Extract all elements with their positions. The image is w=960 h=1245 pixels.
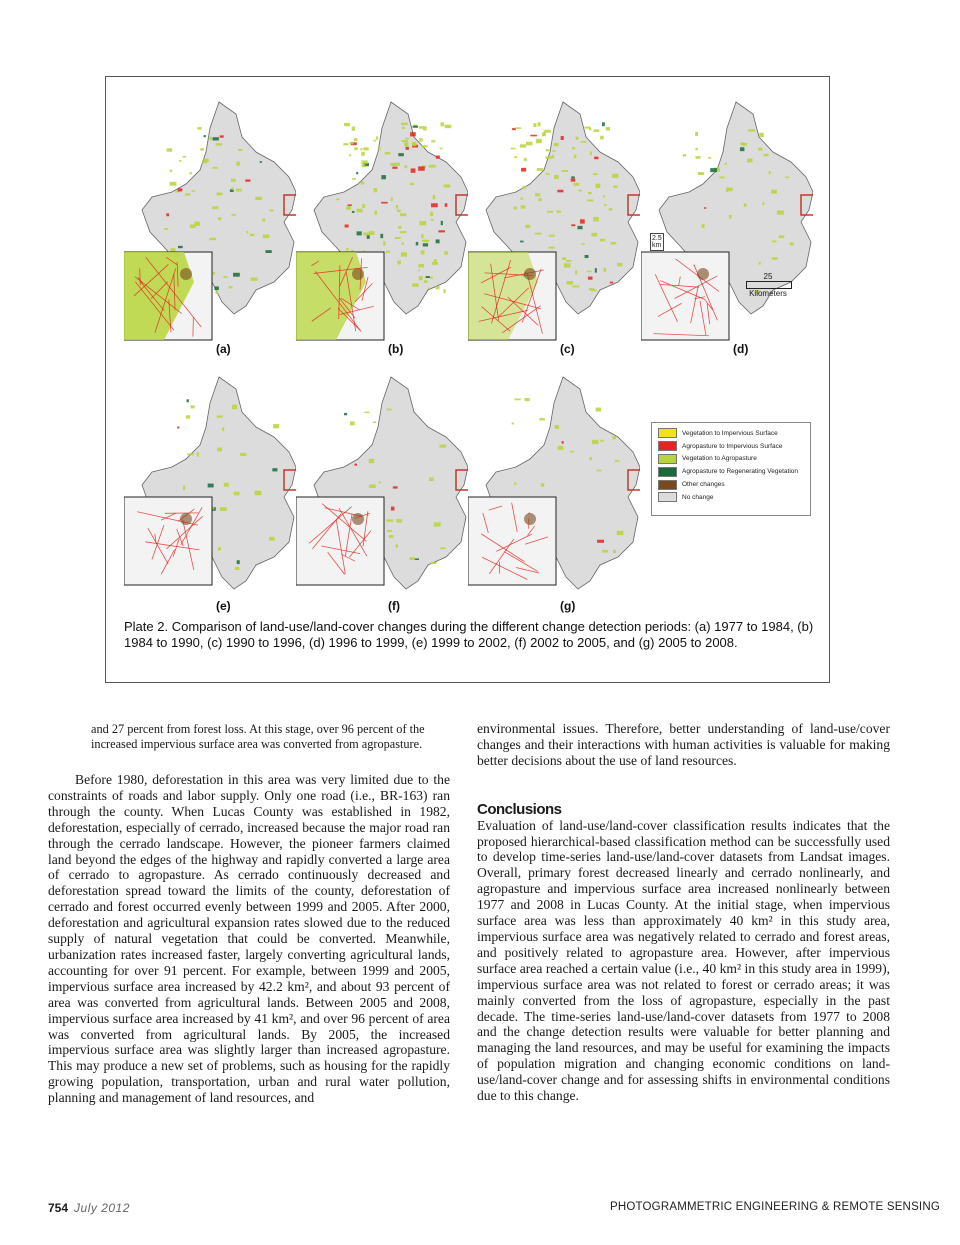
legend-label: Agropasture to Impervious Surface bbox=[682, 442, 783, 450]
page-footer-left bbox=[48, 1201, 130, 1215]
journal-name: PHOTOGRAMMETRIC ENGINEERING & REMOTE SENSING bbox=[610, 1201, 940, 1213]
legend-row bbox=[658, 465, 804, 478]
panel-label: (e) bbox=[216, 599, 231, 613]
paragraph: environmental issues. Therefore, better understanding of land-use/cover changes and their interactions with human activities is valuable for making better decisions about the use of land resources. bbox=[477, 721, 890, 768]
map-panel bbox=[468, 92, 640, 356]
continued-quote: and 27 percent from forest loss. At this stage, over 96 percent of the increased impervious surface area was converted from agropasture. bbox=[91, 722, 425, 751]
map-panel bbox=[468, 367, 640, 627]
scale-bar bbox=[743, 272, 793, 298]
map-panel bbox=[641, 92, 813, 356]
left-column bbox=[48, 772, 450, 1106]
scale-line bbox=[746, 281, 792, 289]
county-map bbox=[296, 92, 468, 342]
panel-label: (f) bbox=[388, 599, 400, 613]
map-panel bbox=[296, 367, 468, 627]
inset-map bbox=[124, 252, 212, 340]
legend-label: Agropasture to Regenerating Vegetation bbox=[682, 468, 799, 476]
legend-row bbox=[658, 453, 804, 466]
inset-map bbox=[641, 252, 729, 340]
plate-figure bbox=[105, 76, 830, 683]
legend-label: Other changes bbox=[682, 481, 725, 489]
legend-swatch bbox=[658, 454, 677, 464]
panel-label: (d) bbox=[733, 342, 749, 356]
map-panel bbox=[124, 92, 296, 356]
county-map bbox=[296, 367, 468, 617]
legend-swatch bbox=[658, 441, 677, 451]
inset-map bbox=[468, 497, 556, 585]
inset-map bbox=[124, 497, 212, 585]
section-heading: Conclusions bbox=[477, 800, 562, 818]
county-map bbox=[468, 367, 640, 617]
legend-swatch bbox=[658, 428, 677, 438]
paragraph: Before 1980, deforestation in this area was very limited due to the constraints of roads and labor supply. Only one road (i.e., BR-163) ran through the county. When Lucas County was established in 1982, deforestation, especially of cerrado, increased because the major road ran through the cerrado landscape. However, the pioneer farmers claimed land beyond the edges of the highway and rapidly converted a large area of cerrado to agropasture. As cerrado continuously decreased and deforestation spread toward the limits of the county, deforestation of cerrado and forest occurred evenly between 1999 and 2005. After 2000, deforestation and agricultural expansion rates slowed due to the reduced supply of natural vegetation that could be converted. Meanwhile, urbanization rates increased faster, largely converting agricultural lands, accounting for over 91 percent. For example, between 1999 and 2005, impervious surface area increased by 42.2 km², and about 93 percent of area was converted from agricultural lands. Between 2005 and 2008, impervious surface area increased by 41 km², and over 96 percent of area was converted from agricultural lands. By 2005, the increased impervious surface area was slightly larger than increased agropasture. This may produce a new set of problems, such as housing for the rapidly growing population, transportation, urban and rural water pollution, planning and management of land resources, and bbox=[48, 772, 450, 1106]
county-map bbox=[124, 367, 296, 617]
county-map bbox=[641, 92, 813, 342]
issue-date: July 2012 bbox=[74, 1201, 130, 1215]
inset-scale bbox=[650, 233, 664, 251]
legend-swatch bbox=[658, 492, 677, 502]
right-column bbox=[477, 721, 890, 1104]
legend-row bbox=[658, 478, 804, 491]
inset-map bbox=[296, 252, 384, 340]
legend-row bbox=[658, 427, 804, 440]
map-legend bbox=[651, 422, 811, 516]
plate-caption: Plate 2. Comparison of land-use/land-cover changes during the different change detection periods: (a) 1977 to 1984, (b) 1984 to 1990, (c) 1990 to 1996, (d) 1996 to 1999, (e) 1999 to 2002, (f) 2002 to 2005, and (g) 2005 to 2008. bbox=[124, 619, 814, 650]
legend-row bbox=[658, 440, 804, 453]
panel-label: (a) bbox=[216, 342, 231, 356]
paragraph: Evaluation of land-use/land-cover classification results indicates that the proposed hierarchical-based classification method can be successfully used to develop time-series land-use/land-cover datasets from Landsat images. Overall, primary forest decreased linearly and cerrado nonlinearly, and agropasture and impervious surface area increased nonlinearly between 1977 and 2008 in Lucas County. At the initial stage, when impervious surface area was less than approximately 40 km² in this study area, impervious surface area was negatively related to cerrado and forest areas, and positively related to agropasture area. However, after impervious surface area reached a certain value (i.e., 40 km² in this study area in 1999), impervious surface area was not related to forest or cerrado areas; it was mainly converted from the loss of agropasture, especially in the past decade. The time-series land-use/land-cover datasets from 1977 to 2008 and the change detection results were valuable for better planning and managing the land resources, and may be useful for examining the impacts of population migration and changing economic conditions on land-use/land-cover change and for assessing shifts in environmental conditions due to this change. bbox=[477, 817, 890, 1104]
panel-label: (b) bbox=[388, 342, 404, 356]
panel-label: (g) bbox=[560, 599, 576, 613]
inset-scale-label: 2.5 km bbox=[652, 235, 662, 249]
scale-unit: Kilometers bbox=[749, 289, 787, 298]
legend-swatch bbox=[658, 480, 677, 490]
legend-swatch bbox=[658, 467, 677, 477]
inset-map bbox=[296, 497, 384, 585]
county-map bbox=[468, 92, 640, 342]
panel-label: (c) bbox=[560, 342, 575, 356]
scale-value: 25 bbox=[763, 272, 773, 281]
map-panel bbox=[124, 367, 296, 627]
inset-map bbox=[468, 252, 556, 340]
legend-label: No change bbox=[682, 493, 714, 501]
page-number: 754 bbox=[48, 1201, 69, 1215]
county-map bbox=[124, 92, 296, 342]
legend-label: Vegetation to Agropasture bbox=[682, 455, 757, 463]
legend-label: Vegetation to Impervious Surface bbox=[682, 429, 778, 437]
map-panel bbox=[296, 92, 468, 356]
legend-row bbox=[658, 491, 804, 504]
